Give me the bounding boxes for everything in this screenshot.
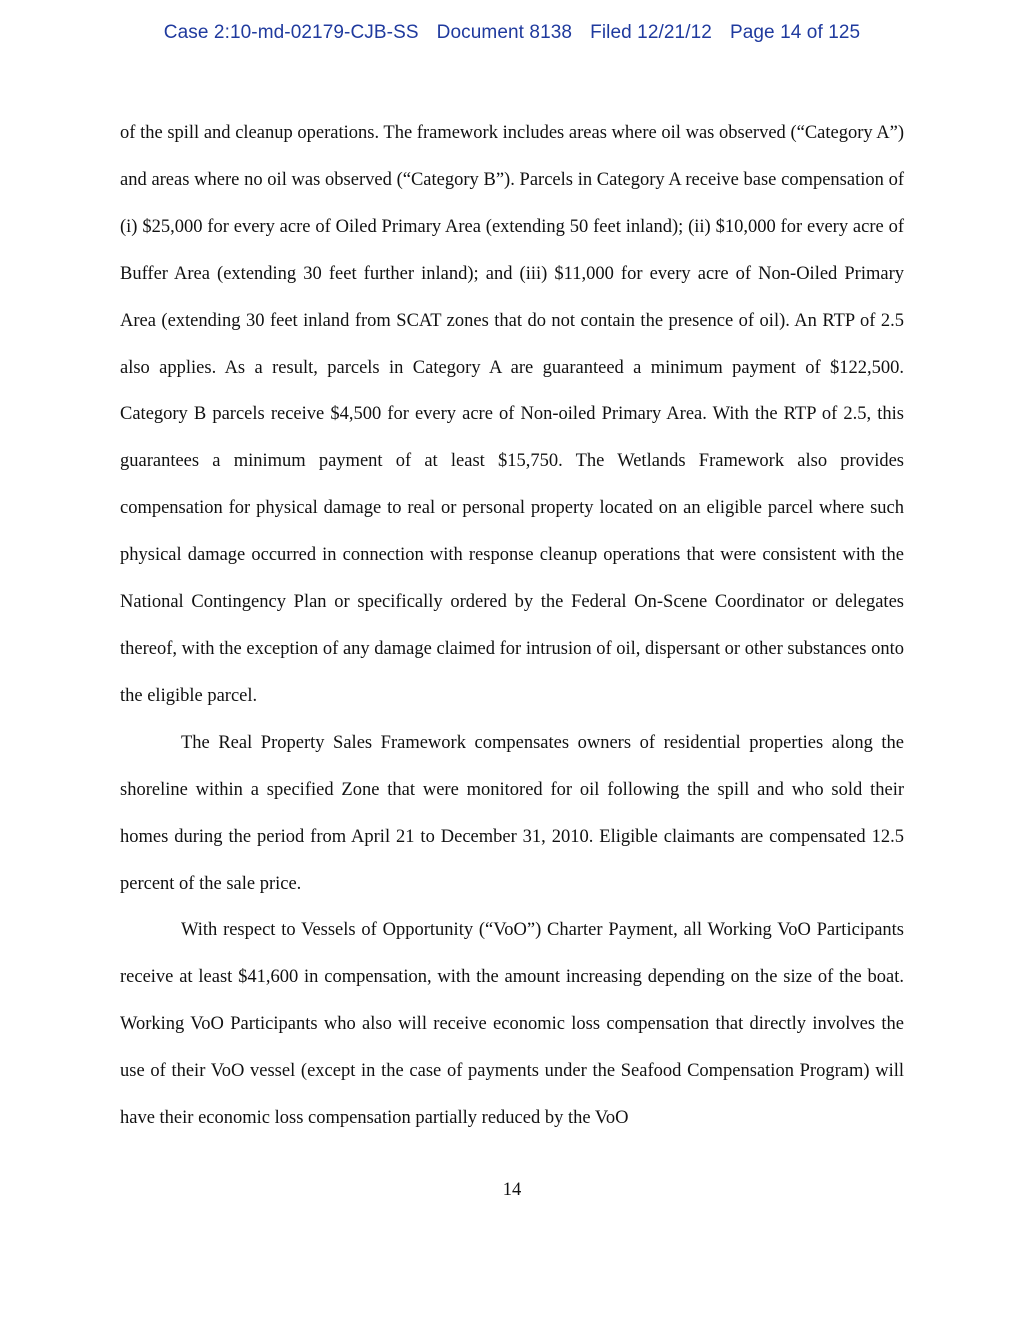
- paragraph-wetlands-framework: of the spill and cleanup operations. The framework includes areas where oil was observed (“Category A”) and areas where no oil was observed (“Category B”). Parcels in Category A receive base compensation of (i) $25,000 for every acre of Oiled Primary Area (extending 50 feet inland); (ii) $10,000 for every acre of Buffer Area (extending 30 feet further inland); and (iii) $11,000 for every acre of Non-Oiled Primary Area (extending 30 feet inland from SCAT zones that do not contain the presence of oil). An RTP of 2.5 also applies. As a result, parcels in Category A are guaranteed a minimum payment of $122,500. Category B parcels receive $4,500 for every acre of Non-oiled Primary Area. With the RTP of 2.5, this guarantees a minimum payment of at least $15,750. The Wetlands Framework also provides compensation for physical damage to real or personal property located on an eligible parcel where such physical damage occurred in connection with response cleanup operations that were consistent with the National Contingency Plan or specifically ordered by the Federal On-Scene Coordinator or delegates thereof, with the exception of any damage claimed for intrusion of oil, dispersant or other substances onto the eligible parcel.: [120, 123, 904, 706]
- case-number: Case 2:10-md-02179-CJB-SS: [163, 22, 419, 43]
- page-number: 14: [502, 1180, 522, 1200]
- page-of-total: Page 14 of 125: [729, 22, 861, 43]
- document-number: Document 8138: [436, 22, 573, 43]
- document-body: [120, 110, 904, 1142]
- paragraph-real-property-sales: The Real Property Sales Framework compensates owners of residential properties along the shoreline within a specified Zone that were monitored for oil following the spill and who sold their homes during the period from April 21 to December 31, 2010. Eligible claimants are compensated 12.5 percent of the sale price.: [120, 732, 904, 894]
- ecf-header-stamp: [0, 22, 1024, 44]
- paragraph-voo-charter-payment: With respect to Vessels of Opportunity (“VoO”) Charter Payment, all Working VoO Participants receive at least $41,600 in compensation, with the amount increasing depending on the size of the boat. Working VoO Participants who also will receive economic loss compensation that directly involves the use of their VoO vessel (except in the case of payments under the Seafood Compensation Program) will have their economic loss compensation partially reduced by the VoO: [120, 920, 904, 1129]
- filed-date: Filed 12/21/12: [590, 22, 712, 43]
